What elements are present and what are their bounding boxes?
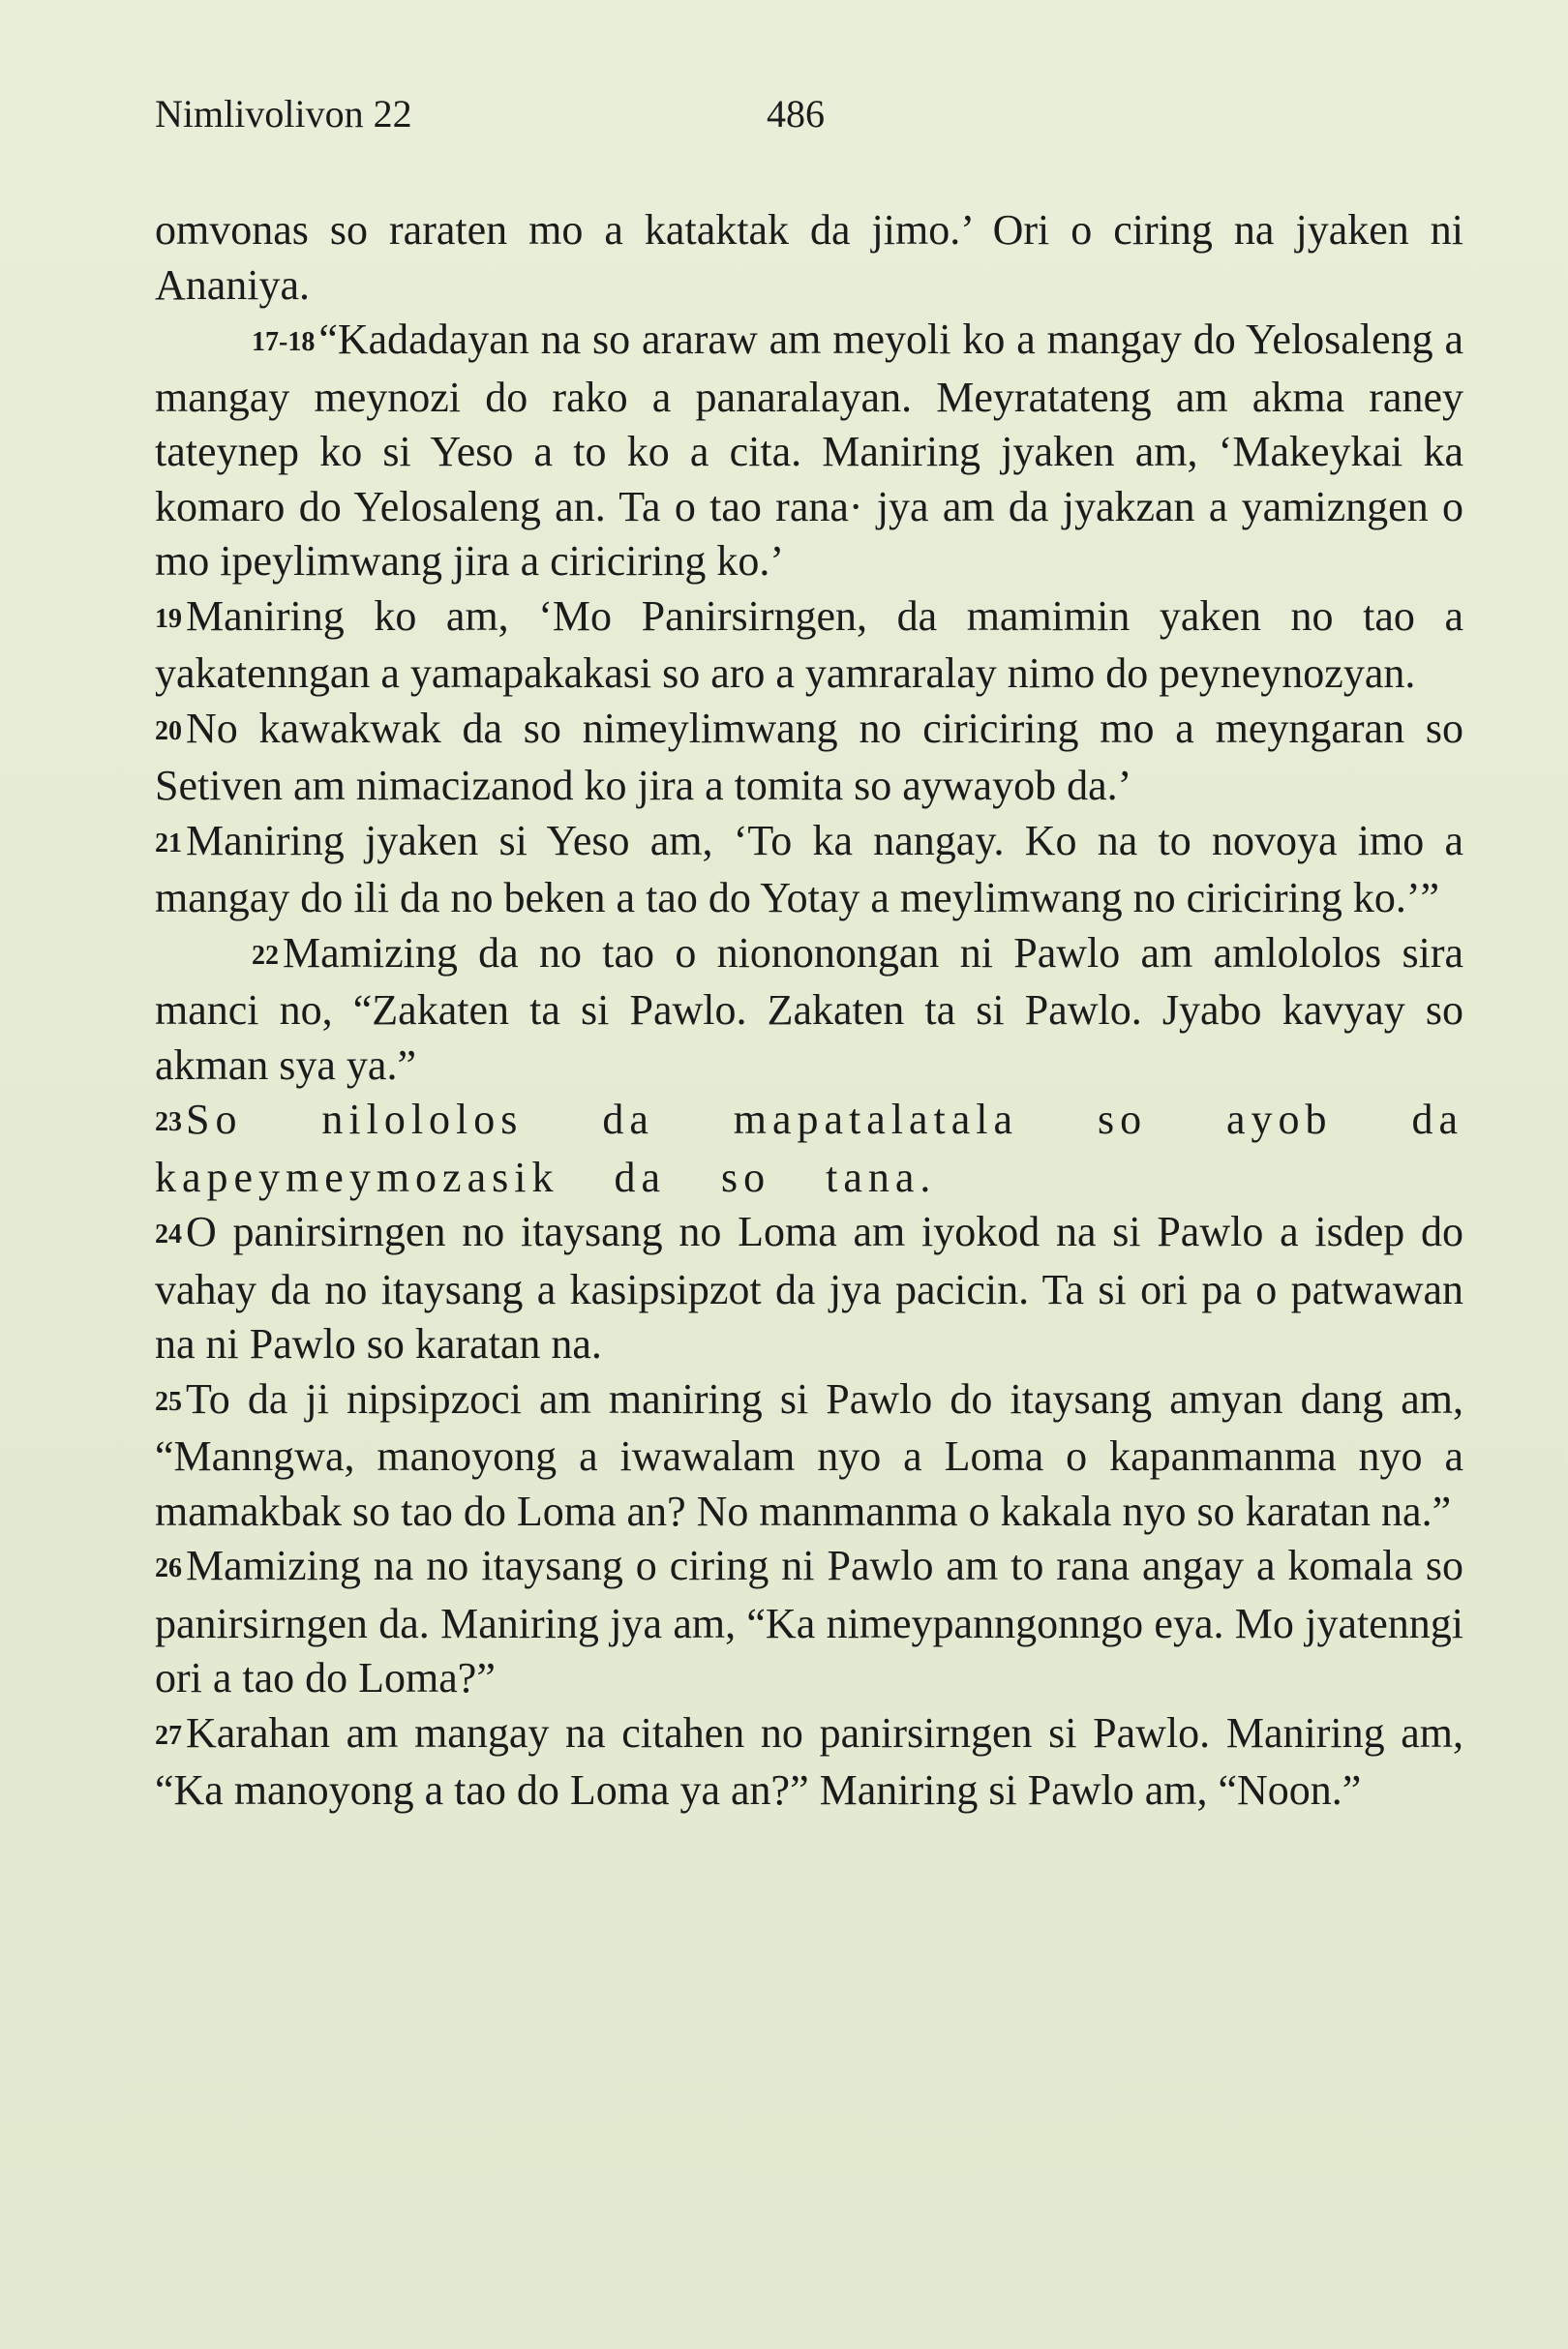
verse-text: O panirsirngen no itaysang no Loma am iyokod na si Pawlo a isdep do vahay da no itaysang a kasipsipzot da jya pacicin. Ta si ori pa o patwawan na ni Pawlo so karatan na. bbox=[155, 1208, 1463, 1368]
verse-number: 22 bbox=[252, 940, 279, 971]
running-header bbox=[155, 85, 1471, 143]
verse-text: Mamizing na no itaysang o ciring ni Pawlo am to rana angay a komala so panirsirngen da. Maniring jya am, “Ka nimeypanngonngo eya. Mo jyatenngi ori a tao do Loma?” bbox=[155, 1542, 1463, 1702]
verse-text: To da ji nipsipzoci am maniring si Pawlo do itaysang amyan dang am, “Manngwa, manoyong a iwawalam nyo a Loma o kapanmanma nyo a mamakbak so tao do Loma an? No manmanma o kakala nyo so karatan na.” bbox=[155, 1374, 1463, 1535]
scripture-text bbox=[155, 203, 1463, 1819]
paragraph-verse-24 bbox=[155, 1205, 1463, 1372]
verse-number: 26 bbox=[155, 1553, 182, 1583]
paragraph-continuation bbox=[155, 203, 1463, 313]
verse-text: Mamizing da no tao o niononongan ni Pawlo am amlololos sira manci no, “Zakaten ta si Pawlo. Zakaten ta si Pawlo. Jyabo kavyay so akman sya ya.” bbox=[155, 928, 1463, 1089]
book-chapter-title: Nimlivolivon 22 bbox=[155, 92, 412, 136]
verse-text: Maniring jyaken si Yeso am, ‘To ka nangay. Ko na to novoya imo a mangay do ili da no beken a tao do Yotay a meylimwang no ciriciring ko.’” bbox=[155, 816, 1463, 921]
verse-number: 17-18 bbox=[252, 327, 316, 357]
verse-text: omvonas so raraten mo a kataktak da jimo.’ Ori o ciring na jyaken ni Ananiya. bbox=[155, 206, 1463, 309]
verse-number: 19 bbox=[155, 603, 182, 634]
verse-number: 24 bbox=[155, 1220, 182, 1250]
paragraph-verse-22 bbox=[155, 926, 1463, 1094]
verse-text: Karahan am mangay na citahen no panirsirngen si Pawlo. Maniring am, “Ka manoyong a tao do Loma ya an?” Maniring si Pawlo am, “Noon.” bbox=[155, 1708, 1463, 1814]
verse-number: 20 bbox=[155, 715, 182, 746]
page-number: 486 bbox=[767, 92, 825, 136]
paragraph-verse-27 bbox=[155, 1706, 1463, 1819]
verse-text: So nilololos da mapatalatala so ayob da kapeymeymozasik da so tana. bbox=[155, 1096, 1463, 1201]
verse-number: 25 bbox=[155, 1386, 182, 1417]
verse-number: 27 bbox=[155, 1720, 182, 1751]
verse-text: Maniring ko am, ‘Mo Panirsirngen, da mamimin yaken no tao a yakatenngan a yamapakakasi so aro a yamraralay nimo do peyneynozyan. bbox=[155, 591, 1463, 697]
paragraph-verse-25 bbox=[155, 1372, 1463, 1540]
verse-text: “Kadadayan na so araraw am meyoli ko a mangay do Yelosaleng a mangay meynozi do rako a panaralayan. Meyratateng am akma raney tateynep ko si Yeso a to ko a cita. Maniring jyaken am, ‘Makeykai ka komaro do Yelosaleng an. Ta o tao rana· jya am da jyakzan a yamizngen o mo ipeylimwang jira a ciriciring ko.’ bbox=[155, 316, 1463, 585]
verse-number: 23 bbox=[155, 1107, 182, 1137]
paragraph-verse-19 bbox=[155, 589, 1463, 702]
paragraph-verse-17-18 bbox=[155, 313, 1463, 589]
paragraph-verse-26 bbox=[155, 1539, 1463, 1706]
paragraph-verse-23 bbox=[155, 1093, 1463, 1205]
verse-text: No kawakwak da so nimeylimwang no ciriciring mo a meyngaran so Setiven am nimacizanod ko jira a tomita so aywayob da.’ bbox=[155, 704, 1463, 809]
paragraph-verse-21 bbox=[155, 814, 1463, 926]
paragraph-verse-20 bbox=[155, 702, 1463, 814]
verse-number: 21 bbox=[155, 828, 182, 858]
